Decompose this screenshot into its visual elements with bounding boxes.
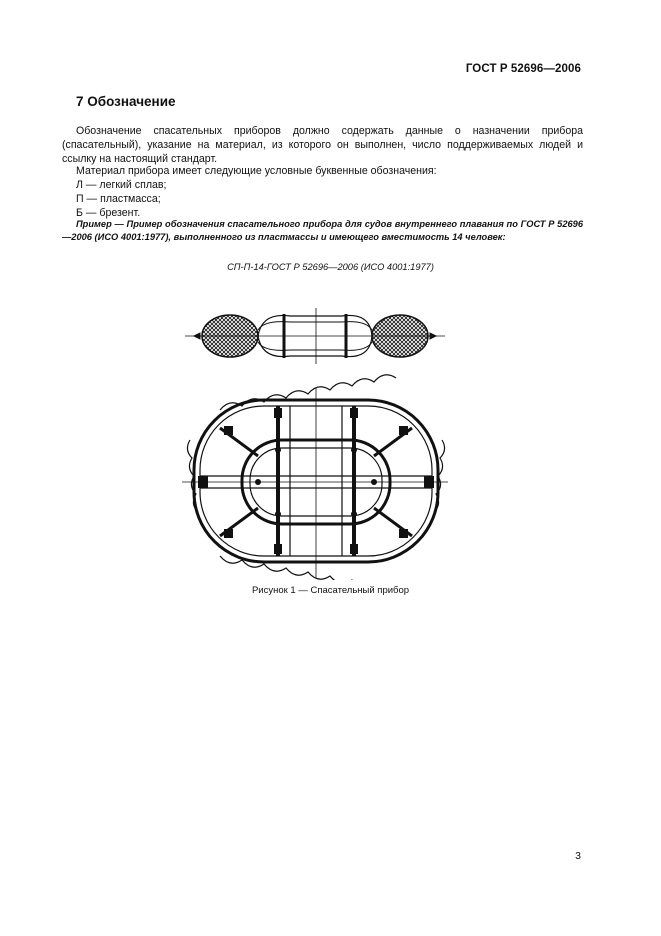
material-list — [76, 178, 166, 220]
list-item: П — пластмасса; — [76, 193, 161, 205]
paragraph-material: Материал прибора имеет следующие условные буквенные обозначения: — [76, 165, 437, 177]
figure-caption: Рисунок 1 — Спасательный прибор — [251, 585, 410, 596]
list-item: Б — брезент. — [76, 207, 141, 219]
page-number: 3 — [575, 850, 581, 862]
life-float-drawing — [180, 300, 450, 580]
document-header-standard: ГОСТ Р 52696—2006 — [465, 63, 581, 75]
example-designation: СП-П-14-ГОСТ Р 52696—2006 (ИСО 4001:1977) — [227, 262, 434, 272]
section-title: 7 Обозначение — [76, 94, 176, 109]
example-text: Пример — Пример обозначения спасательного прибора для судов внутреннего плавания по ГОСТ Р 52696—2006 (ИСО 4001:1977), выполненного из пластмассы и имеющего вместимость 14 человек: — [62, 219, 583, 242]
side-view — [185, 308, 445, 364]
list-item: Л — легкий сплав; — [76, 179, 167, 191]
plan-view — [182, 375, 448, 580]
paragraph-designation: Обозначение спасательных приборов должно содержать данные о назначении прибора (спасательный), указание на материал, из которого он выполнен, число поддерживаемых людей и ссылку на настоящий стандарт. — [62, 125, 583, 165]
